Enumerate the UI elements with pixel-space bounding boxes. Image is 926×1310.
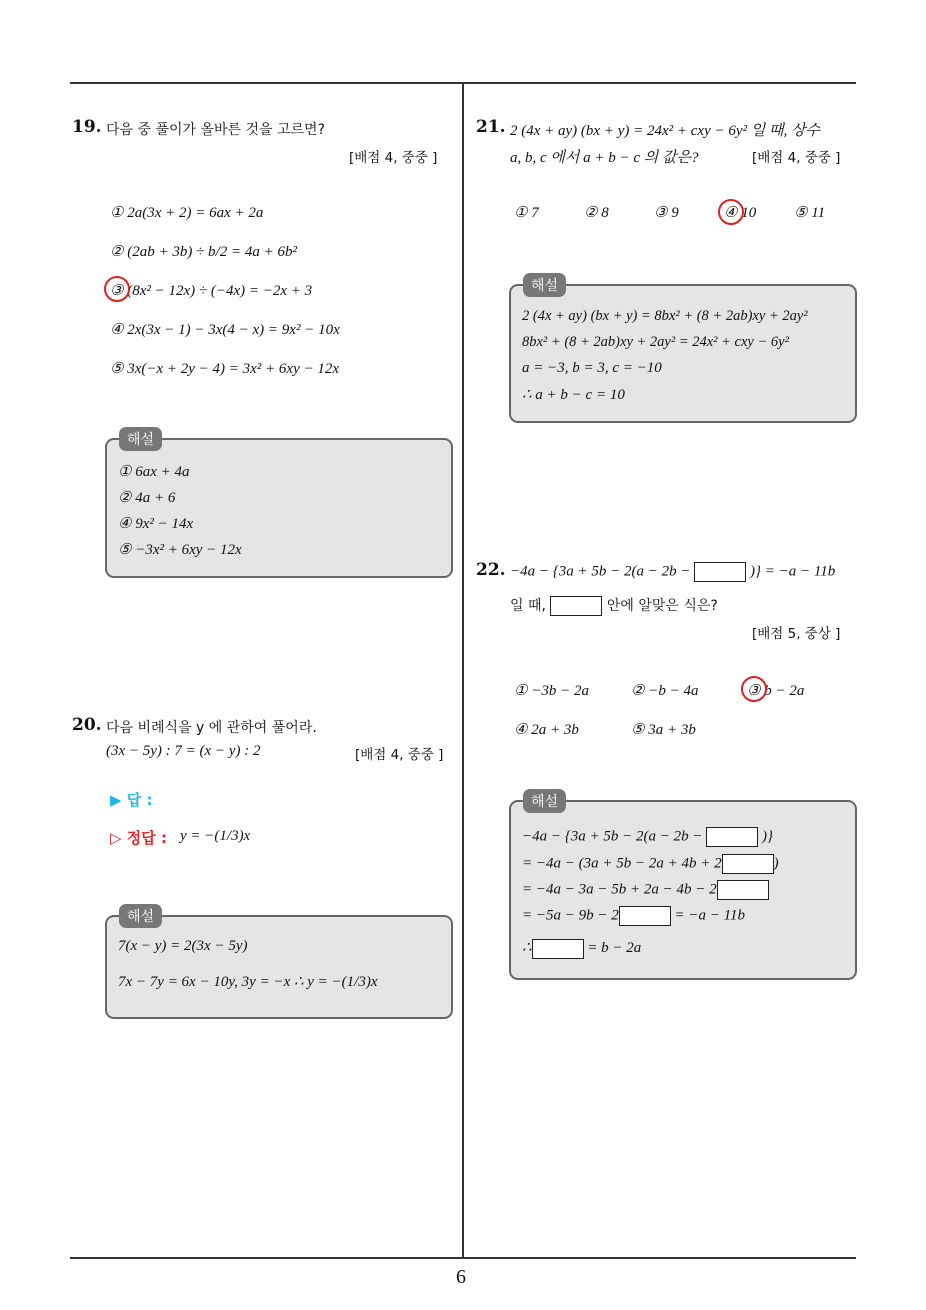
q19-choice-5[interactable]: ⑤ 3x(−x + 2y − 4) = 3x² + 6xy − 12x bbox=[110, 361, 340, 377]
q22-solution-tag: 해설 bbox=[523, 789, 566, 813]
q22-choice-5[interactable]: ⑤ 3a + 3b bbox=[631, 722, 696, 738]
q20-meta: [배점 4, 중중 ] bbox=[355, 747, 444, 763]
q22-sol-2a: = −4a − (3a + 5b − 2a + 4b + 2 bbox=[522, 855, 722, 872]
q21-choice-5[interactable]: ⑤ 11 bbox=[794, 205, 826, 221]
q22-solution-line-1 bbox=[522, 827, 773, 847]
q19-choice-1[interactable]: ① 2a(3x + 2) = 6ax + 2a bbox=[110, 205, 264, 221]
q21-solution-line: ∴ a + b − c = 10 bbox=[522, 387, 625, 403]
q20-solution-line: 7(x − y) = 2(3x − 5y) bbox=[118, 938, 248, 954]
q22-sol-4-blank bbox=[619, 906, 671, 926]
q21-solution-line: a = −3, b = 3, c = −10 bbox=[522, 360, 662, 376]
q21-choice-2[interactable]: ② 8 bbox=[584, 205, 609, 221]
q21-prompt-line2: a, b, c 에서 a + b − c 의 값은? bbox=[510, 150, 699, 166]
q21-solution-line: 2 (4x + ay) (bx + y) = 8bx² + (8 + 2ab)xy + 2ay² bbox=[522, 308, 808, 324]
q22-line2 bbox=[510, 595, 718, 616]
q22-eq-right: )} = −a − 11b bbox=[749, 563, 836, 580]
q22-choice-3[interactable]: ③ b − 2a bbox=[747, 683, 805, 699]
q22-sol-3a: = −4a − 3a − 5b + 2a − 4b − 2 bbox=[522, 881, 717, 898]
q21-solution-tag: 해설 bbox=[523, 273, 566, 297]
q21-number: 21. bbox=[476, 117, 506, 137]
q22-sol-1-blank bbox=[706, 827, 758, 847]
q19-solution-line: ⑤ −3x² + 6xy − 12x bbox=[118, 542, 242, 558]
q22-sol-5-blank bbox=[532, 939, 584, 959]
q19-solution-line: ④ 9x² − 14x bbox=[118, 516, 194, 532]
q22-choice-2[interactable]: ② −b − 4a bbox=[631, 683, 699, 699]
q19-solution-tag: 해설 bbox=[119, 427, 162, 451]
q22-equation bbox=[510, 562, 835, 582]
q22-choice-1[interactable]: ① −3b − 2a bbox=[514, 683, 589, 699]
q20-solution-tag: 해설 bbox=[119, 904, 162, 928]
q22-eq-blank bbox=[694, 562, 746, 582]
column-divider bbox=[462, 83, 464, 1258]
q19-answer-mark-circle bbox=[104, 276, 130, 302]
q22-line2-b: 안에 알맞은 식은? bbox=[606, 598, 718, 614]
q21-meta: [배점 4, 중중 ] bbox=[752, 150, 841, 166]
q22-sol-5b: = b − 2a bbox=[587, 940, 642, 956]
q22-sol-3-blank bbox=[717, 880, 769, 900]
page-number: 6 bbox=[456, 1266, 466, 1288]
q22-line2-blank bbox=[550, 596, 602, 616]
q22-solution-line-3 bbox=[522, 880, 769, 900]
q22-solution-line-2 bbox=[522, 854, 779, 874]
q20-correct-label: ▷ 정답 : bbox=[110, 829, 167, 847]
q22-sol-4a: = −5a − 9b − 2 bbox=[522, 907, 619, 924]
q22-sol-2-blank bbox=[722, 854, 774, 874]
q22-number: 22. bbox=[476, 560, 506, 580]
q19-choice-4[interactable]: ④ 2x(3x − 1) − 3x(4 − x) = 9x² − 10x bbox=[110, 322, 340, 338]
q21-choice-3[interactable]: ③ 9 bbox=[654, 205, 679, 221]
q22-meta: [배점 5, 중상 ] bbox=[752, 626, 841, 642]
q20-answer-label: ▶ 답 : bbox=[110, 791, 153, 809]
q22-sol-4b: = −a − 11b bbox=[674, 907, 746, 924]
q19-solution-line: ① 6ax + 4a bbox=[118, 464, 190, 480]
q20-number: 20. bbox=[72, 715, 102, 735]
q22-sol-5a: ∴ bbox=[522, 940, 532, 956]
q20-correct-value: y = −(1/3)x bbox=[180, 828, 251, 844]
q22-sol-2b: ) bbox=[773, 855, 779, 872]
q22-line2-a: 일 때, bbox=[510, 598, 546, 614]
q19-number: 19. bbox=[72, 117, 102, 137]
q21-choice-4[interactable]: ④ 10 bbox=[724, 205, 757, 221]
q20-solution-line: 7x − 7y = 6x − 10y, 3y = −x ∴ y = −(1/3)x bbox=[118, 974, 378, 990]
q22-solution-line-4 bbox=[522, 906, 745, 926]
bottom-rule bbox=[70, 1257, 856, 1259]
q20-solution-box bbox=[105, 915, 453, 1019]
q19-meta: [배점 4, 중중 ] bbox=[349, 150, 438, 166]
q21-answer-mark-circle bbox=[718, 199, 744, 225]
q22-eq-left: −4a − {3a + 5b − 2(a − 2b − bbox=[510, 563, 691, 580]
q19-choice-2[interactable]: ② (2ab + 3b) ÷ b/2 = 4a + 6b² bbox=[110, 244, 297, 260]
q22-choice-4[interactable]: ④ 2a + 3b bbox=[514, 722, 579, 738]
q21-choice-1[interactable]: ① 7 bbox=[514, 205, 539, 221]
q22-sol-1a: −4a − {3a + 5b − 2(a − 2b − bbox=[522, 828, 703, 845]
q21-prompt-line1: 2 (4x + ay) (bx + y) = 24x² + cxy − 6y² 일 때, 상수 bbox=[510, 123, 820, 139]
q22-sol-1b: )} bbox=[761, 828, 773, 845]
q20-prompt: 다음 비례식을 y 에 관하여 풀어라. bbox=[106, 720, 317, 736]
q19-prompt: 다음 중 풀이가 올바른 것을 고르면? bbox=[106, 122, 326, 138]
q20-equation: (3x − 5y) : 7 = (x − y) : 2 bbox=[106, 743, 261, 759]
q22-answer-mark-circle bbox=[741, 676, 767, 702]
q19-choice-3[interactable]: ③ (8x² − 12x) ÷ (−4x) = −2x + 3 bbox=[110, 283, 313, 299]
q21-solution-line: 8bx² + (8 + 2ab)xy + 2ay² = 24x² + cxy − 6y² bbox=[522, 334, 789, 350]
q22-solution-line-5 bbox=[522, 938, 641, 959]
q19-solution-line: ② 4a + 6 bbox=[118, 490, 176, 506]
